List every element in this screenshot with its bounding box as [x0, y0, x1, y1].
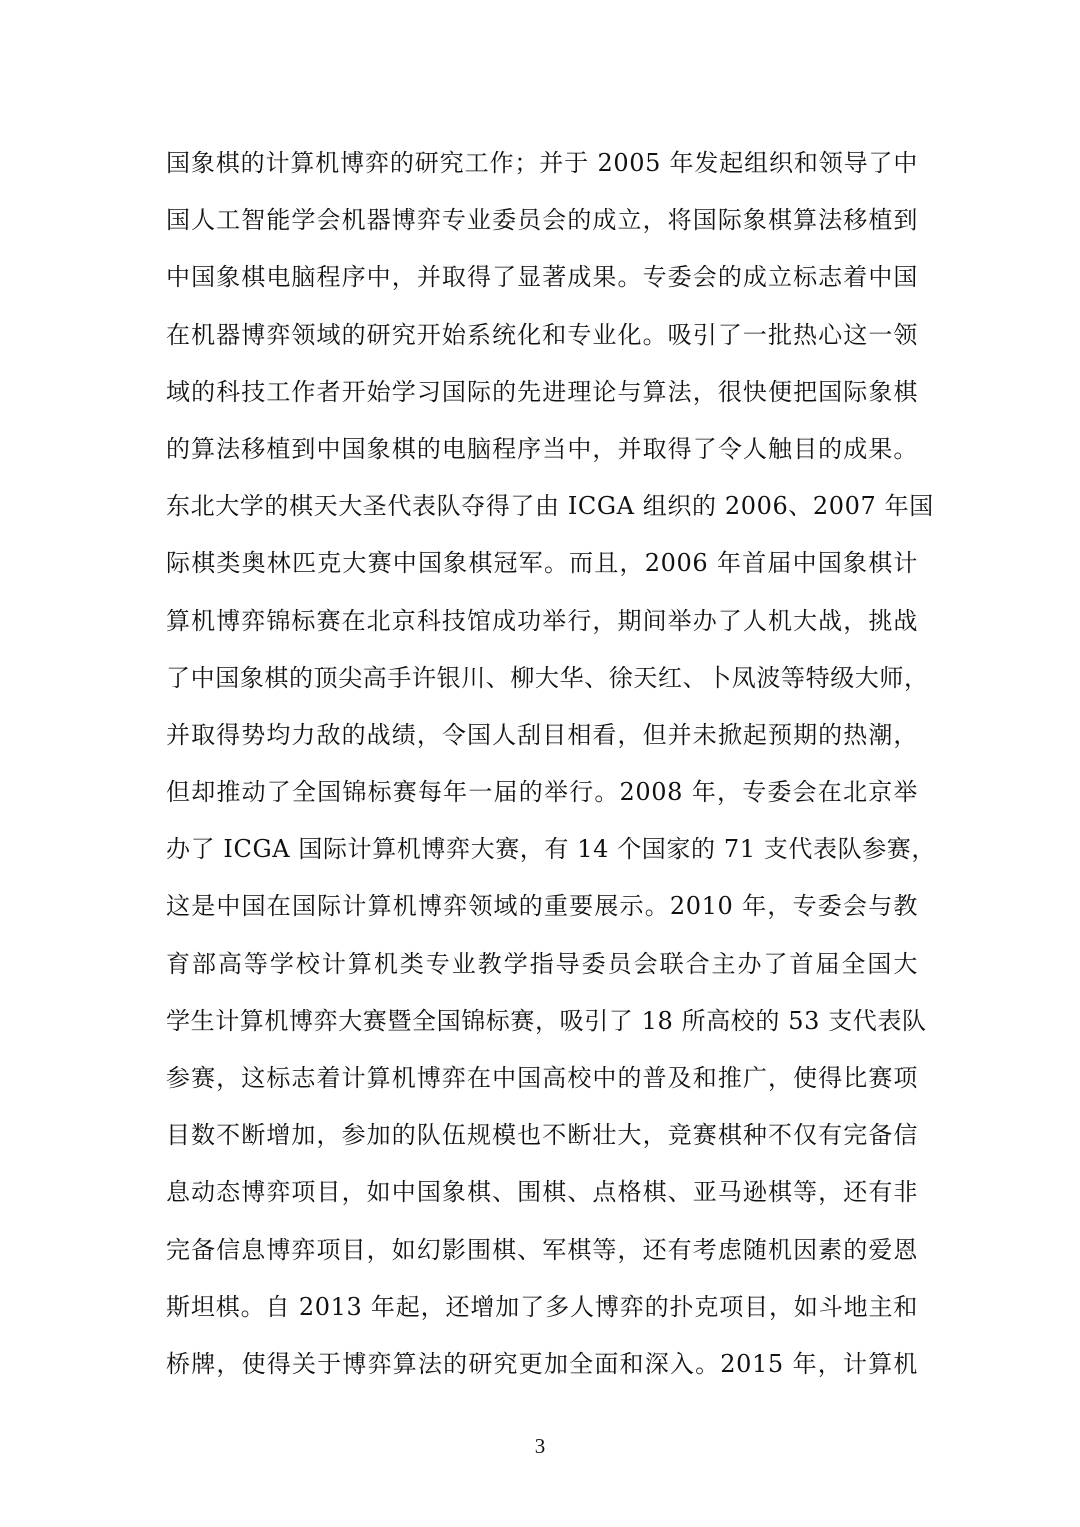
text-line: 桥牌，使得关于博弈算法的研究更加全面和深入。2015 年，计算机 — [166, 1349, 918, 1378]
text-line: 但却推动了全国锦标赛每年一届的举行。2008 年，专委会在北京举 — [166, 778, 918, 807]
text-line: 完备信息博弈项目，如幻影围棋、军棋等，还有考虑随机因素的爱恩 — [166, 1235, 918, 1264]
text-line: 了中国象棋的顶尖高手许银川、柳大华、徐天红、卜凤波等特级大师， — [166, 663, 929, 692]
text-line: 这是中国在国际计算机博弈领域的重要展示。2010 年，专委会与教 — [166, 892, 918, 921]
text-line: 域的科技工作者开始学习国际的先进理论与算法，很快便把国际象棋 — [166, 377, 918, 406]
text-line: 办了 ICGA 国际计算机博弈大赛，有 14 个国家的 71 支代表队参赛， — [166, 835, 936, 864]
text-line: 东北大学的棋天大圣代表队夺得了由 ICGA 组织的 2006、2007 年国 — [166, 492, 934, 521]
text-line: 算机博弈锦标赛在北京科技馆成功举行，期间举办了人机大战，挑战 — [166, 606, 918, 635]
text-line: 在机器博弈领域的研究开始系统化和专业化。吸引了一批热心这一领 — [166, 320, 918, 349]
text-line: 育部高等学校计算机类专业教学指导委员会联合主办了首届全国大 — [166, 949, 918, 978]
text-line: 国人工智能学会机器博弈专业委员会的成立，将国际象棋算法移植到 — [166, 206, 918, 235]
text-line: 国象棋的计算机博弈的研究工作；并于 2005 年发起组织和领导了中 — [166, 149, 918, 177]
text-line: 斯坦棋。自 2013 年起，还增加了多人博弈的扑克项目，如斗地主和 — [166, 1292, 918, 1321]
text-line: 并取得势均力敌的战绩，令国人刮目相看，但并未掀起预期的热潮， — [166, 720, 918, 749]
text-line: 中国象棋电脑程序中，并取得了显著成果。专委会的成立标志着中国 — [166, 263, 918, 292]
text-line: 际棋类奥林匹克大赛中国象棋冠军。而且，2006 年首届中国象棋计 — [166, 549, 918, 578]
page-number: 3 — [534, 1434, 546, 1458]
body-paragraph — [166, 140, 936, 1398]
text-line: 的算法移植到中国象棋的电脑程序当中，并取得了令人触目的成果。 — [166, 434, 918, 463]
text-line: 参赛，这标志着计算机博弈在中国高校中的普及和推广，使得比赛项 — [166, 1064, 918, 1092]
text-line: 目数不断增加，参加的队伍规模也不断壮大，竞赛棋种不仅有完备信 — [166, 1121, 918, 1150]
text-line: 学生计算机博弈大赛暨全国锦标赛，吸引了 18 所高校的 53 支代表队 — [166, 1006, 927, 1035]
text-line: 息动态博弈项目，如中国象棋、围棋、点格棋、亚马逊棋等，还有非 — [166, 1178, 918, 1207]
